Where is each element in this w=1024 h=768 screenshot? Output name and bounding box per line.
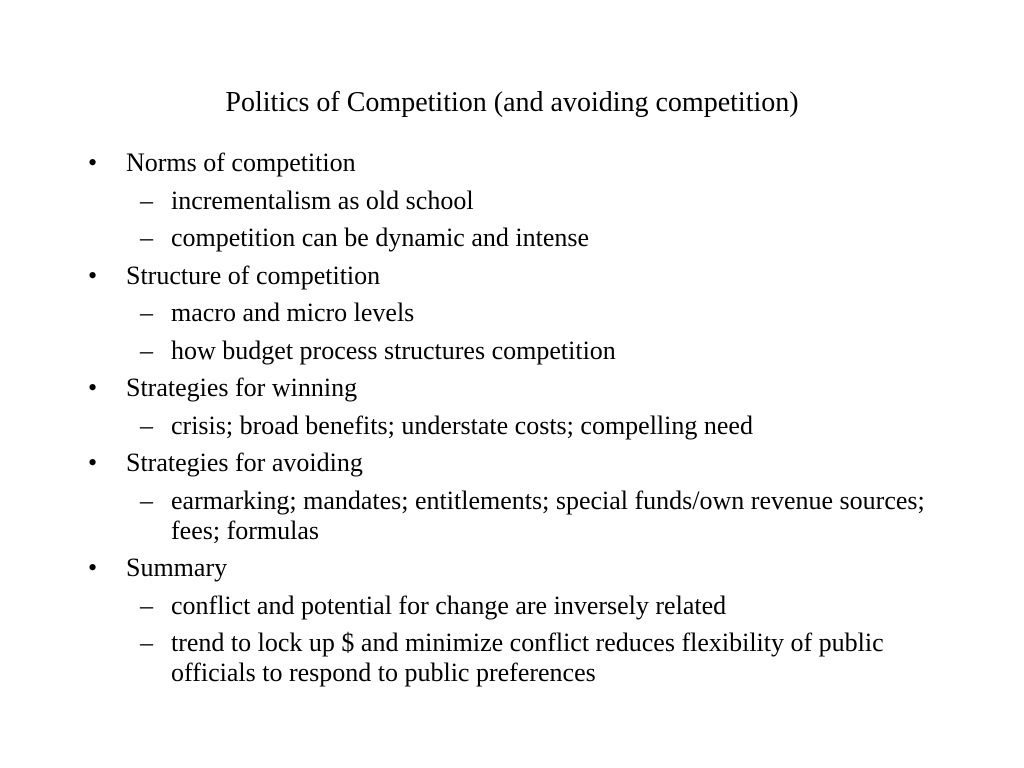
sub-bullet-text: how budget process structures competition bbox=[171, 335, 616, 365]
bullet-item bbox=[88, 373, 948, 441]
bullet-text: Norms of competition bbox=[126, 148, 356, 177]
sub-bullet-list bbox=[126, 411, 948, 441]
sub-bullet-item bbox=[126, 298, 948, 328]
sub-bullet-marker: – bbox=[140, 223, 153, 252]
sub-bullet-item bbox=[126, 186, 948, 216]
sub-bullet-item bbox=[126, 628, 948, 688]
bullet-text: Strategies for winning bbox=[126, 373, 358, 402]
bullet-text: Summary bbox=[126, 553, 228, 582]
slide-title: Politics of Competition (and avoiding competition) bbox=[225, 87, 799, 118]
sub-bullet-marker: – bbox=[140, 298, 153, 327]
bullet-list bbox=[88, 148, 948, 688]
sub-bullet-item bbox=[126, 223, 948, 253]
bullet-text: Strategies for avoiding bbox=[126, 448, 363, 477]
sub-bullet-marker: – bbox=[140, 590, 153, 620]
sub-bullet-marker: – bbox=[140, 335, 153, 365]
sub-bullet-text: earmarking; mandates; entitlements; special funds/own revenue sources; fees; formulas bbox=[171, 485, 925, 545]
bullet-item bbox=[88, 448, 948, 546]
sub-bullet-text: incrementalism as old school bbox=[171, 185, 474, 215]
bullet-text: Structure of competition bbox=[126, 260, 381, 290]
bullet-item bbox=[88, 553, 948, 688]
sub-bullet-text: crisis; broad benefits; understate costs; compelling need bbox=[171, 410, 753, 440]
bullet-marker: • bbox=[88, 553, 98, 582]
bullet-marker: • bbox=[88, 448, 98, 477]
sub-bullet-marker: – bbox=[140, 485, 153, 515]
bullet-item bbox=[88, 148, 948, 253]
sub-bullet-marker: – bbox=[140, 628, 153, 657]
bullet-marker: • bbox=[88, 148, 98, 177]
sub-bullet-item bbox=[126, 411, 948, 441]
sub-bullet-item bbox=[126, 336, 948, 366]
sub-bullet-marker: – bbox=[140, 410, 153, 440]
sub-bullet-list bbox=[126, 486, 948, 546]
sub-bullet-list bbox=[126, 298, 948, 366]
sub-bullet-list bbox=[126, 591, 948, 689]
sub-bullet-item bbox=[126, 486, 948, 546]
bullet-marker: • bbox=[88, 260, 98, 290]
bullet-marker: • bbox=[88, 373, 98, 402]
sub-bullet-text: trend to lock up $ and minimize conflict reduces flexibility of public officials to respond to public preferences bbox=[171, 628, 884, 687]
sub-bullet-text: macro and micro levels bbox=[171, 298, 415, 327]
sub-bullet-text: competition can be dynamic and intense bbox=[171, 223, 590, 252]
bullet-item bbox=[88, 261, 948, 366]
sub-bullet-list bbox=[126, 186, 948, 254]
sub-bullet-text: conflict and potential for change are inversely related bbox=[171, 590, 727, 620]
sub-bullet-item bbox=[126, 591, 948, 621]
sub-bullet-marker: – bbox=[140, 185, 153, 215]
